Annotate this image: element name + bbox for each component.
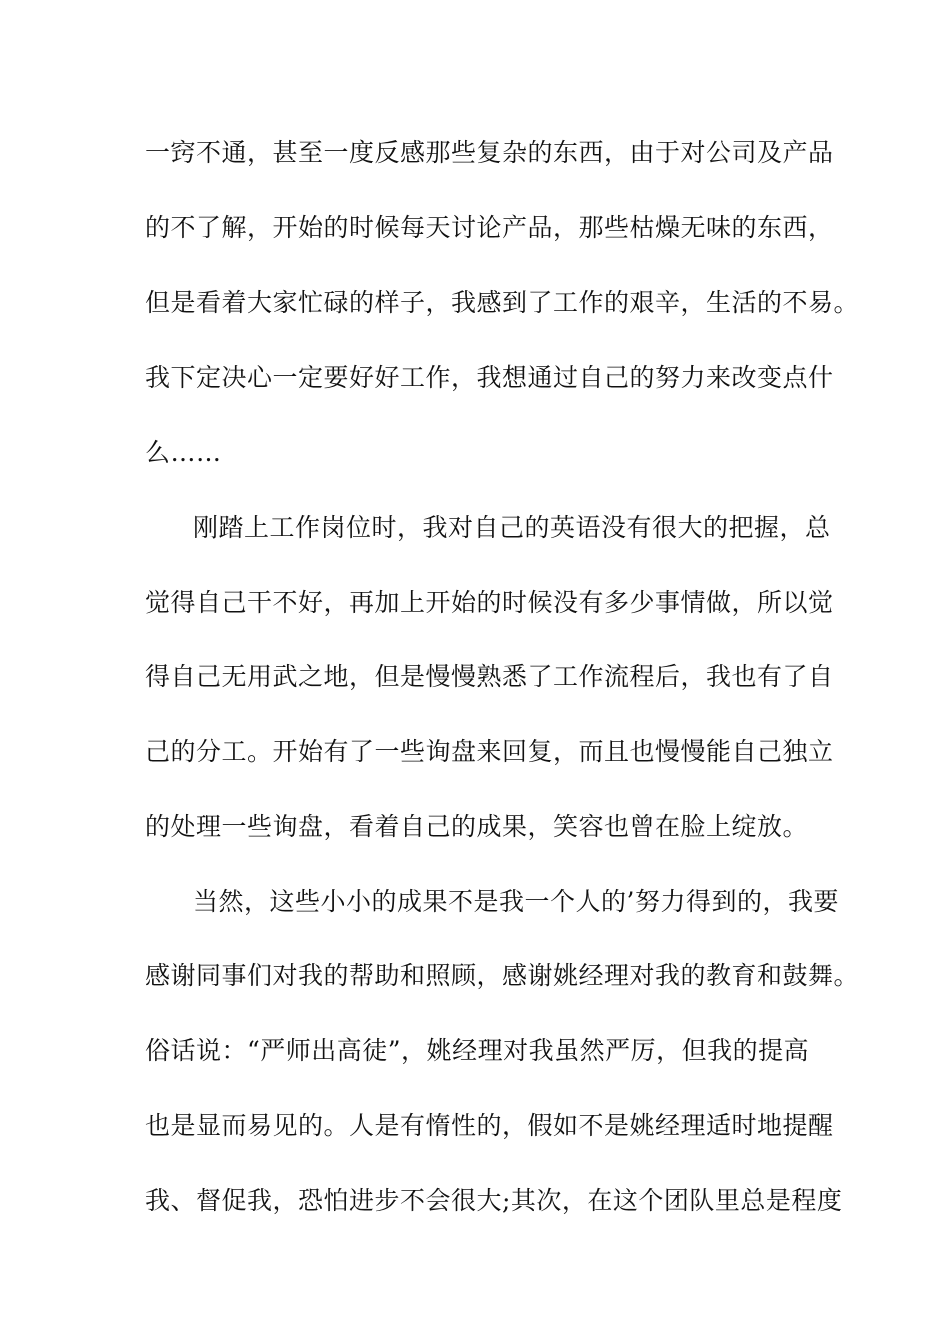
- text-line: 也是显而易见的。人是有惰性的，假如不是姚经理适时地提醒: [145, 1111, 834, 1140]
- text-line: 俗话说：“严师出高徒”，姚经理对我虽然严厉，但我的提高: [145, 1036, 810, 1065]
- text-line: 得自己无用武之地，但是慢慢熟悉了工作流程后，我也有了自: [145, 662, 834, 691]
- text-line: 觉得自己干不好，再加上开始的时候没有多少事情做，所以觉: [145, 588, 834, 617]
- text-line: 当然，这些小小的成果不是我一个人的’努力得到的，我要: [193, 887, 839, 916]
- text-line: 的处理一些询盘，看着自己的成果，笑容也曾在脸上绽放。: [145, 812, 809, 841]
- text-line: 的不了解，开始的时候每天讨论产品，那些枯燥无味的东西，: [145, 213, 834, 242]
- text-line: 感谢同事们对我的帮助和照顾，感谢姚经理对我的教育和鼓舞。: [145, 961, 860, 990]
- text-line: 么……: [145, 438, 222, 467]
- text-line: 刚踏上工作岗位时，我对自己的英语没有很大的把握，总: [193, 513, 831, 542]
- text-line: 我、督促我，恐怕进步不会很大;其次，在这个团队里总是程度: [145, 1186, 843, 1215]
- text-line: 己的分工。开始有了一些询盘来回复，而且也慢慢能自己独立: [145, 737, 834, 766]
- text-line: 我下定决心一定要好好工作，我想通过自己的努力来改变点什: [145, 363, 834, 392]
- text-line: 一窍不通，甚至一度反感那些复杂的东西，由于对公司及产品: [145, 138, 834, 167]
- text-line: 但是看着大家忙碌的样子，我感到了工作的艰辛，生活的不易。: [145, 288, 860, 317]
